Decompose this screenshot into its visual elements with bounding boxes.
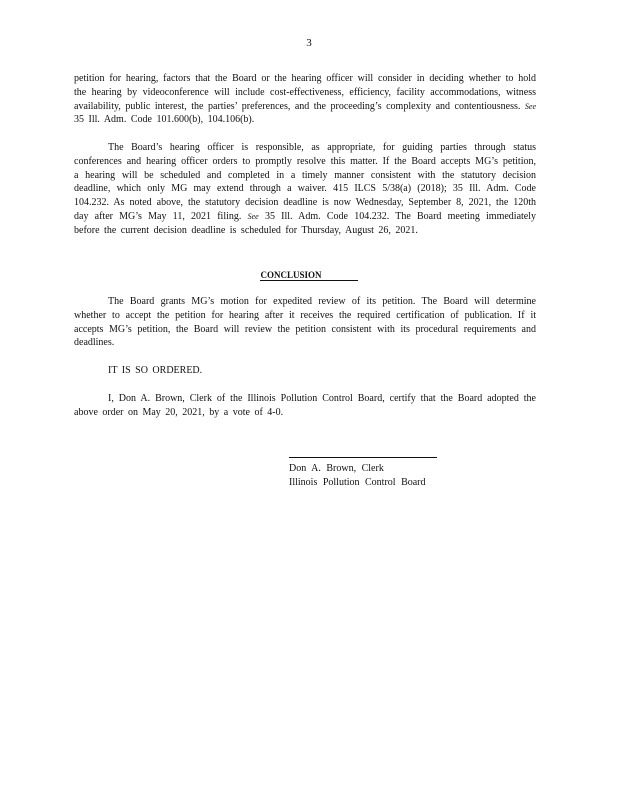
signature-line (289, 457, 437, 458)
paragraph-hearing-officer (74, 141, 536, 238)
clerk-certification-text: I, Don A. Brown, Clerk of the Illinois Pollution Control Board, certify that the Board adopted the above order on May 20, 2021, by a vote of 4-0. (74, 393, 536, 418)
paragraph-so-ordered (74, 364, 536, 378)
citation-reference: 35 Ill. Adm. Code 101.600(b), 104.106(b). (74, 114, 255, 126)
so-ordered-text: IT IS SO ORDERED. (108, 365, 203, 376)
section-heading-conclusion: CONCLUSION (0, 270, 618, 280)
paragraph-clerk-certification (74, 392, 536, 420)
paragraph-decision-deadline-text: 35 Ill. Adm. Code 104.232. The Board meeting immediately before the current decision deadline is scheduled for Thursday, August 26, 2021. (74, 210, 537, 236)
signature-name: Don A. Brown, Clerk (289, 463, 384, 474)
paragraph-videoconference-text: petition for hearing, factors that the Board or the hearing officer will consider in deciding whether to hold the hearing by videoconference will include cost-effectiveness, efficiency, facility accommodations, witness availability, public interest, the parties’ preferences, and the proceeding’s complexity and contentiousness. (74, 73, 536, 112)
paragraph-videoconference-factors (74, 72, 536, 127)
signature-organization: Illinois Pollution Control Board (289, 476, 426, 488)
signature-block (289, 462, 426, 490)
page-number: 3 (306, 37, 312, 49)
paragraph-conclusion (74, 295, 536, 350)
citation-signal: See (247, 211, 259, 221)
citation-signal: See (524, 101, 536, 111)
paragraph-hearing-officer-text: The Board’s hearing officer is responsible, as appropriate, for guiding parties through status conferences and hearing officer orders to promptly resolve this matter. If the Board accepts MG’s petition, a hearing will be scheduled and completed in a timely manner consistent with the statutory decision deadline, which only MG may extend through a waiver. 415 ILCS 5/38(a) (2018); 35 Ill. Adm. Code 104.232. As noted above, the statutory decision deadline is now Wednesday, September 8, 2021, the 120th day after MG’s May 11, 2021 filing. (74, 142, 536, 222)
paragraph-conclusion-text: The Board grants MG’s motion for expedited review of its petition. The Board will determine whether to accept the petition for hearing after it receives the required certification of publication. If it accepts MG’s petition, the Board will review the petition consistent with its procedural requirements and deadlines. (74, 296, 536, 349)
